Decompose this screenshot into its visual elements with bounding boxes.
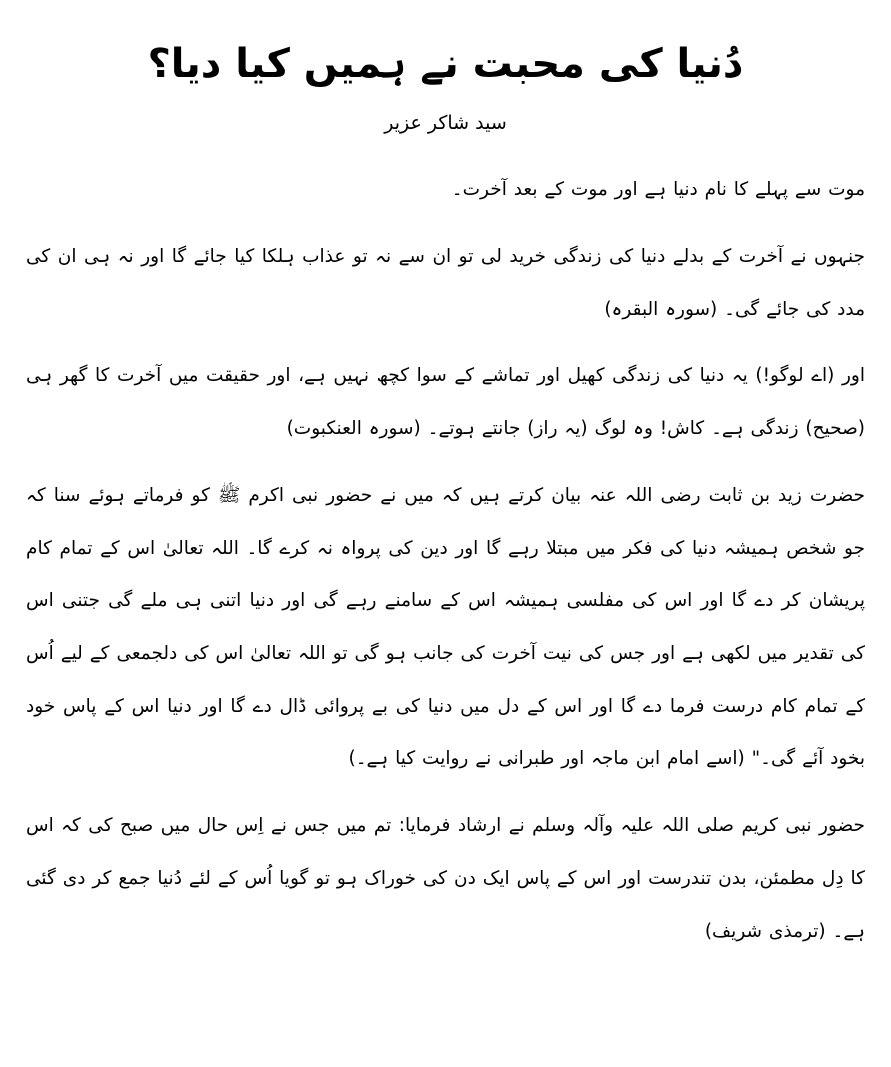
paragraph-quran-baqarah: جنہوں نے آخرت کے بدلے دنیا کی زندگی خرید لی تو ان سے نہ تو عذاب ہلکا کیا جائے گا اور نہ ہی ان کی مدد کی جائے گی۔ (سورہ البقرہ) [26, 245, 865, 320]
paragraph-intro: موت سے پہلے کا نام دنیا ہے اور موت کے بعد آخرت۔ [451, 179, 865, 201]
author-byline: سید شاکر عزیر [384, 112, 507, 134]
page-title: دُنیا کی محبت نے ہمیں کیا دیا؟ [147, 41, 744, 87]
paragraph-hadith-zaid-bin-thabit: حضرت زید بن ثابت رضی اللہ عنہ بیان کرتے ہیں کہ میں نے حضور نبی اکرم ﷺ کو فرماتے ہوئے سنا کہ جو شخص ہمیشہ دنیا کی فکر میں مبتلا رہے گا اور دین کی پرواہ نہ کرے گا۔ اللہ تعالیٰ اس کے تمام کام پریشان کر دے گا اور اس کی مفلسی ہمیشہ اس کے سامنے رہے گی اور دنیا اتنی ہی ملے گی جتنی اس کی تقدیر میں لکھی ہے اور جس کی نیت آخرت کی جانب ہو گی تو اللہ تعالیٰ اس کی دلجمعی کے لیے اُس کے تمام کام درست فرما دے گا اور اس کے دل میں دنیا کی بے پروائی ڈال دے گا اور دنیا اس کے پاس خود بخود آئے گی۔" (اسے امام ابن ماجہ اور طبرانی نے روایت کیا ہے۔) [26, 484, 865, 770]
paragraph-quran-ankabut: اور (اے لوگو!) یہ دنیا کی زندگی کھیل اور تماشے کے سوا کچھ نہیں ہے، اور حقیقت میں آخرت کا گھر ہی (صحیح) زندگی ہے۔ کاش! وہ لوگ (یہ راز) جانتے ہوتے۔ (سورہ العنکبوت) [26, 365, 865, 440]
paragraph-hadith-tirmidhi: حضور نبی کریم صلی اللہ علیہ وآلہ وسلم نے ارشاد فرمایا: تم میں جس نے اِس حال میں صبح کی کہ اس کا دِل مطمئن، بدن تندرست اور اس کے پاس ایک دن کی خوراک ہو تو گویا اُس کے لئے دُنیا جمع کر دی گئی ہے۔ (ترمذی شریف) [26, 815, 865, 942]
